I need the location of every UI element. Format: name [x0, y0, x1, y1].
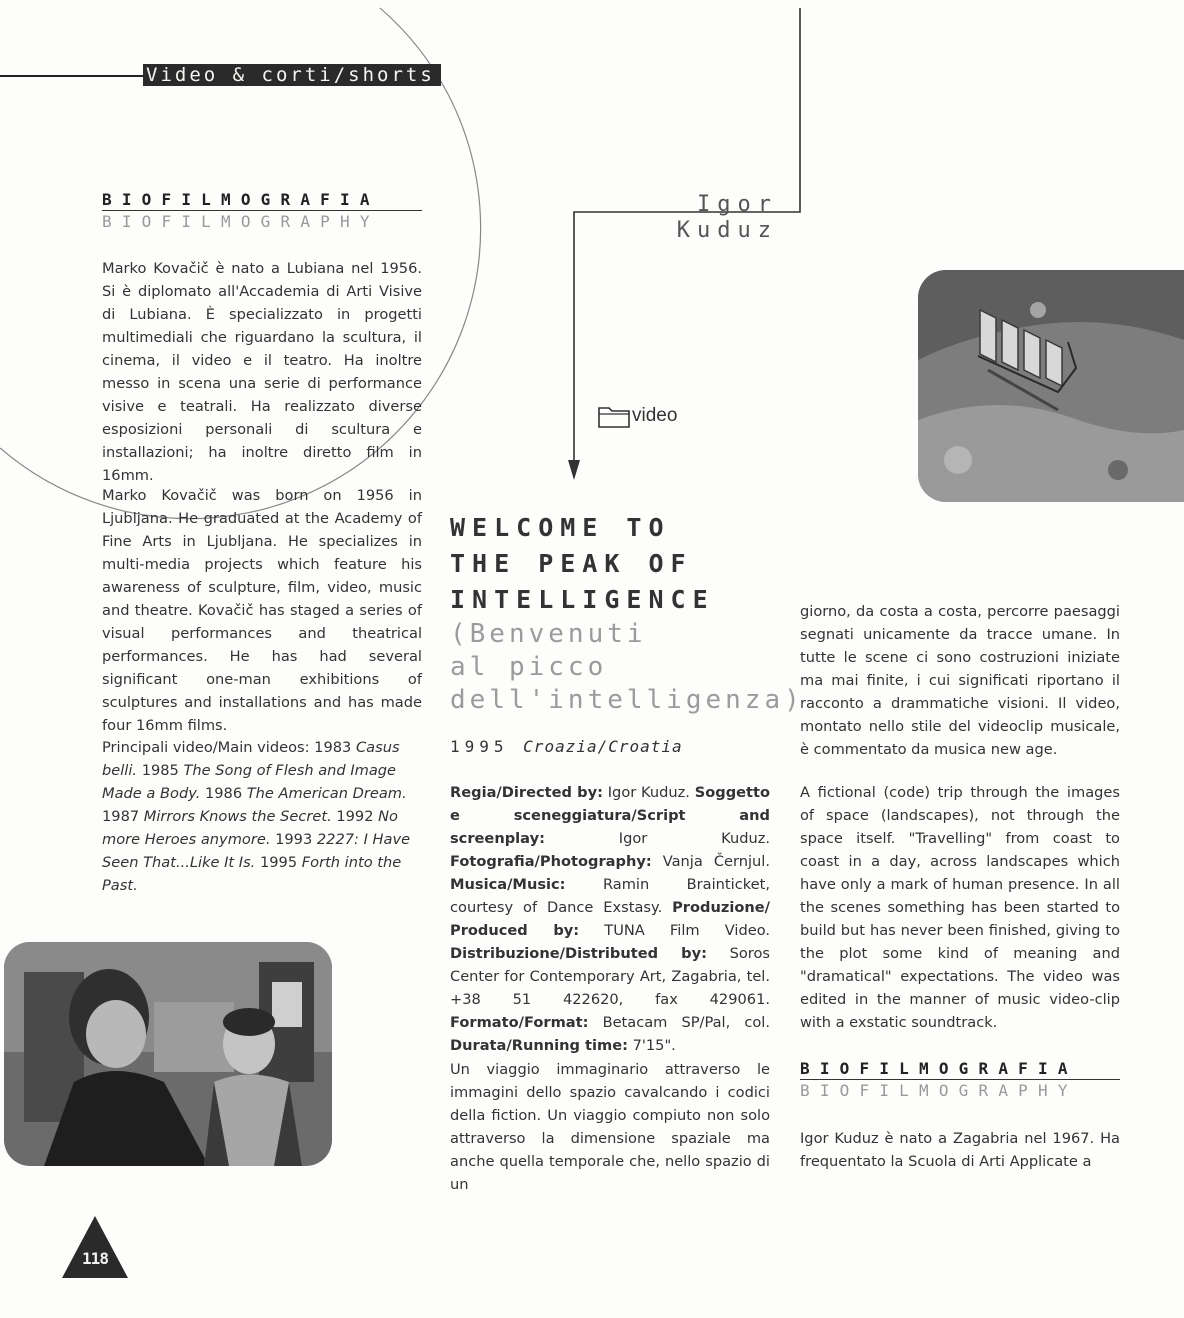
film-year-country — [450, 737, 683, 756]
biofilmography-heading-left — [102, 190, 422, 231]
arrow-down-icon — [568, 460, 580, 480]
film-title-it-line: al picco — [450, 652, 608, 682]
film-year: 1995 — [450, 737, 509, 756]
video-title: The American Dream. — [246, 785, 407, 802]
main-videos-label: Principali video/Main videos: — [102, 739, 310, 756]
video-year: 1985 — [141, 762, 179, 779]
bio-text-english: Marko Kovačič was born on 1956 in Ljubljana. He graduated at the Academy of Fine Arts in Ljubljana. He specializes in multi-media projects which feature his awareness of sculpture, film, video, music and theatre. Kovačič has staged a series of visual performances and theatrical performances. He has had several significant one-man exhibitions of sculptures and installations and has made four 16mm films. — [102, 487, 422, 734]
video-title: Forth into the Past. — [102, 854, 402, 894]
credit-value: Betacam SP/Pal, col. — [602, 1014, 770, 1031]
video-title: 2227: I Have Seen That...Like It Is. — [102, 831, 411, 871]
biofilmography-heading-it: BIOFILMOGRAFIA — [800, 1059, 1078, 1078]
author-last-name: Kuduz — [676, 218, 778, 243]
credit-label: Durata/Running time: — [450, 1037, 628, 1054]
synopsis-italian-part1: Un viaggio immaginario attraverso le immagini dello spazio cavalcando i codici della fiction. Un viaggio compiuto non solo attraverso la dimensione spaziale ma anche quella temporale che, nello spazio di un — [450, 1061, 770, 1193]
credit-label: Distribuzione/Distributed by: — [450, 945, 707, 962]
biofilmography-heading-right — [800, 1059, 1120, 1100]
video-title: Mirrors Knows the Secret. — [143, 808, 332, 825]
video-year: 1987 — [102, 808, 140, 825]
credit-label: Fotografia/Photography: — [450, 853, 652, 870]
video-title: Casus belli. — [102, 739, 400, 779]
film-title-en-line: WELCOME TO — [450, 513, 671, 542]
video-title: No more Heroes anymore. — [102, 808, 398, 848]
video-year: 1983 — [314, 739, 352, 756]
film-still-image — [918, 270, 1184, 502]
page-number: 118 — [82, 1249, 108, 1268]
credit-value: Igor Kuduz. — [607, 784, 690, 801]
video-title: The Song of Flesh and Image Made a Body. — [102, 762, 397, 802]
biofilmography-heading-en: BIOFILMOGRAPHY — [102, 210, 422, 231]
credit-value: Ramin Brainticket, courtesy of Dance Exstasy. — [450, 876, 770, 916]
main-videos-list — [102, 736, 422, 897]
synopsis-english: A fictional (code) trip through the images of space (landscapes), not through the space itself. "Travelling" from coast to coast in a day, across landscapes which have only a mark of human presence. In all the scenes something has been started to build but has never been finished, giving to the plot some kind of meaning and "dramatical" expectations. The video was edited in the manner of music video-clip with a exstatic soundtrack. — [800, 784, 1120, 1031]
credit-value: Vanja Černjul. — [662, 853, 771, 870]
credit-label: Produzione/ Produced by: — [450, 899, 771, 939]
film-country: Croazia/Croatia — [523, 737, 683, 756]
film-title-it-line: dell'intelligenza) — [450, 685, 804, 715]
media-type-label: video — [632, 405, 678, 426]
section-header-rule — [0, 75, 145, 77]
video-year: 1993 — [275, 831, 313, 848]
credits-block — [450, 781, 770, 1057]
film-still-photo-right — [918, 270, 1184, 502]
section-header — [0, 64, 484, 86]
biofilmography-heading-it: BIOFILMOGRAFIA — [102, 190, 380, 209]
film-title-it-line: (Benvenuti — [450, 619, 647, 649]
author-first-name: Igor — [697, 192, 778, 217]
synopsis-italian-part2: giorno, da costa a costa, percorre paesaggi segnati unicamente da tracce umane. In tutte le scene ci sono costruzioni iniziate ma mai finite, i cui significati riportano il racconto a drammatiche visioni. Il video, montato nello stile del videoclip musicale, è commentato da musica new age. — [800, 603, 1120, 758]
credit-label: Regia/Directed by: — [450, 784, 603, 801]
bio-text-right: Igor Kuduz è nato a Zagabria nel 1967. Ha frequentato la Scuola di Arti Applicate a — [800, 1130, 1120, 1170]
video-year: 1995 — [259, 854, 298, 871]
credit-value: 7'15". — [632, 1037, 676, 1054]
film-title-en-line: INTELLIGENCE — [450, 585, 715, 614]
video-year: 1992 — [336, 808, 374, 825]
video-year: 1986 — [204, 785, 243, 802]
credit-label: Formato/Format: — [450, 1014, 589, 1031]
film-title-en-line: THE PEAK OF — [450, 549, 693, 578]
credit-value: Igor Kuduz. — [618, 830, 771, 847]
bio-text-italian: Marko Kovačič è nato a Lubiana nel 1956. Si è diplomato all'Accademia di Arti Visive di Lubiana. È specializzato in progetti multimediali che riguardano la scultura, il cinema, il video e il teatro. Ha inoltre messo in scena una serie di performance visive e teatrali. Ha realizzato diverse esposizioni personali di scultura e installazioni; ha inoltre diretto film in 16mm. — [102, 260, 422, 484]
film-still-image — [4, 942, 332, 1166]
credit-label: Musica/Music: — [450, 876, 566, 893]
folder-icon — [597, 403, 631, 429]
film-title-block — [450, 510, 804, 717]
biofilmography-heading-en: BIOFILMOGRAPHY — [800, 1079, 1120, 1100]
credit-value: Soros Center for Contemporary Art, Zagabria, tel. +38 51 422620, fax 429061. — [450, 945, 771, 1008]
film-still-photo-left — [4, 942, 332, 1166]
section-header-label: Video & corti/shorts — [143, 64, 441, 86]
author-name — [560, 192, 778, 244]
credit-label: Soggetto e sceneggiatura/Script and screenplay: — [450, 784, 771, 847]
credit-value: TUNA Film Video. — [604, 922, 771, 939]
media-type-indicator — [597, 403, 677, 429]
